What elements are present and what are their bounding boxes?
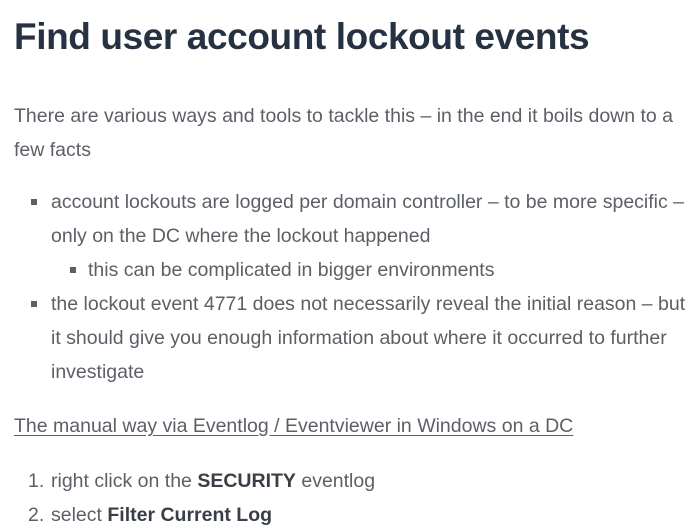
step-number: 1. xyxy=(28,470,45,492)
step-number: 2. xyxy=(28,504,45,526)
list-item xyxy=(14,287,691,389)
step-item xyxy=(14,464,691,498)
square-bullet-icon xyxy=(31,199,37,205)
manual-way-link[interactable]: The manual way via Eventlog / Eventviewer in Windows on a DC xyxy=(14,415,574,437)
facts-list xyxy=(14,185,691,389)
sub-list-item-text: this can be complicated in bigger environments xyxy=(88,259,495,281)
sub-list xyxy=(51,253,691,287)
page-title: Find user account lockout events xyxy=(14,16,590,57)
step-emphasis: SECURITY xyxy=(197,470,296,492)
step-emphasis: Filter Current Log xyxy=(107,504,273,526)
square-bullet-icon xyxy=(70,267,76,273)
step-text: select xyxy=(51,504,108,526)
list-item-text: the lockout event 4771 does not necessarily reveal the initial reason – but it should give you enough information about where it occurred to further investigate xyxy=(51,293,686,383)
step-text: right click on the xyxy=(51,470,198,492)
list-item-text: account lockouts are logged per domain controller – to be more specific – only on the DC where the lockout happened xyxy=(51,191,685,247)
step-text: eventlog xyxy=(295,470,376,492)
sub-list-item xyxy=(51,253,691,287)
list-item xyxy=(14,185,691,287)
step-item xyxy=(14,498,691,532)
square-bullet-icon xyxy=(31,301,37,307)
intro-paragraph: There are various ways and tools to tackle this – in the end it boils down to a few facts xyxy=(14,105,674,161)
